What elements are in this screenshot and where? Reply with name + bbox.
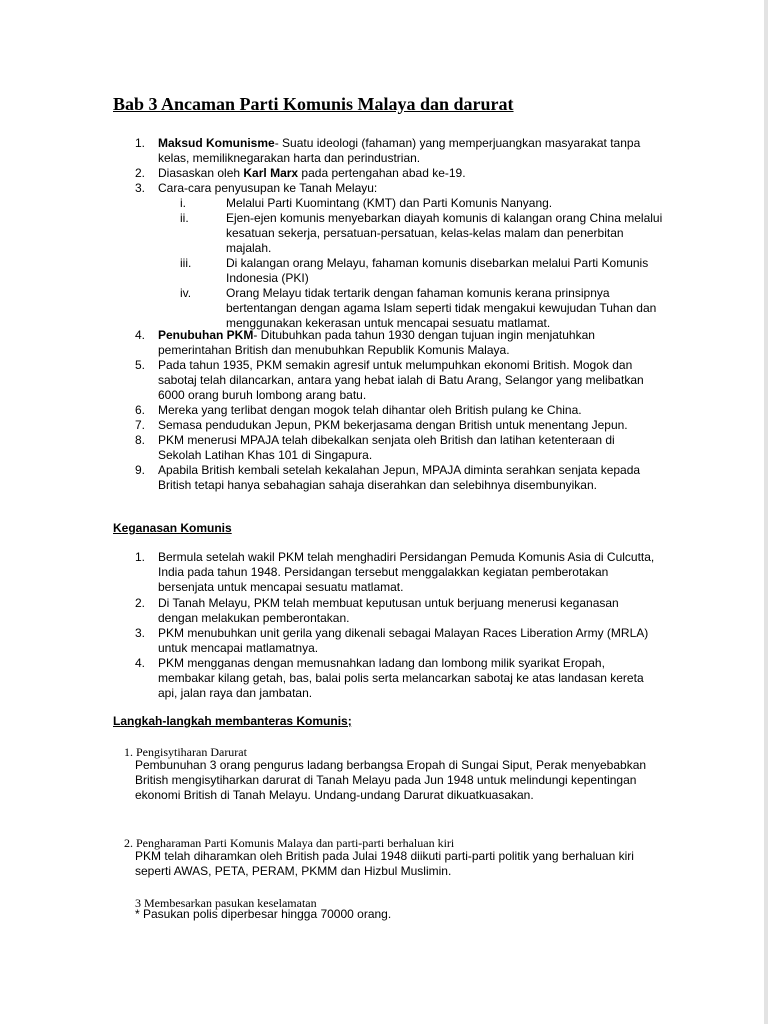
item-number: 1. <box>135 550 146 564</box>
item-text: Pada tahun 1935, PKM semakin agresif untuk melumpuhkan ekonomi British. Mogok dan sabotaj telah dilancarkan, antara yang hebat ialah di Batu Arang, Selangor yang melibatkan 6000 orang buruh lombong arang batu. <box>158 358 644 402</box>
item-text: Diasaskan oleh Karl Marx pada pertengahan abad ke-19. <box>158 166 466 180</box>
item-term: Karl Marx <box>243 166 299 180</box>
sub-text: Melalui Parti Kuomintang (KMT) dan Parti Komunis Nanyang. <box>226 196 553 210</box>
item-text: Di Tanah Melayu, PKM telah membuat keputusan untuk berjuang menerusi keganasan dengan melakukan pemberontakan. <box>158 596 619 625</box>
step-text: PKM telah diharamkan oleh British pada Julai 1948 diikuti parti-parti politik yang berhaluan kiri seperti AWAS, PETA, PERAM, PKMM dan Hizbul Muslimin. <box>135 849 634 878</box>
item-number: 5. <box>135 358 146 372</box>
sub-number: iv. <box>180 286 192 300</box>
item-text: PKM menerusi MPAJA telah dibekalkan senjata oleh British dan latihan ketenteraan di Sekolah Latihan Khas 101 di Singapura. <box>158 433 615 462</box>
section-heading-keganasan: Keganasan Komunis <box>113 521 232 535</box>
item-number: 9. <box>135 463 146 477</box>
item-number: 3. <box>135 626 146 640</box>
step-title: 2. Pengharaman Parti Komunis Malaya dan parti-parti berhaluan kiri <box>124 836 455 850</box>
item-number: 4. <box>135 656 146 670</box>
step-title: 1. Pengisytiharan Darurat <box>124 745 247 759</box>
item-number: 6. <box>135 403 146 417</box>
item-term: Maksud Komunisme <box>158 136 275 150</box>
section-heading-langkah: Langkah-langkah membanteras Komunis; <box>113 714 352 728</box>
item-number: 8. <box>135 433 146 447</box>
sub-text: Orang Melayu tidak tertarik dengan fahaman komunis kerana prinsipnya bertentangan dengan agama Islam seperti tidak mengakui kewujudan Tuhan dan menggunakan kekerasan untuk mencapai sesuatu matlamat. <box>226 286 657 330</box>
item-text: Cara-cara penyusupan ke Tanah Melayu: <box>158 181 378 195</box>
sub-text: Di kalangan orang Melayu, fahaman komunis disebarkan melalui Parti Komunis Indonesia (PKI) <box>226 256 649 285</box>
sub-number: i. <box>180 196 186 210</box>
page-title: Bab 3 Ancaman Parti Komunis Malaya dan darurat <box>113 94 514 114</box>
item-term: Penubuhan PKM <box>158 328 254 342</box>
item-number: 3. <box>135 181 146 195</box>
item-text: Penubuhan PKM- Ditubuhkan pada tahun 1930 dengan tujuan ingin menjatuhkan pemerintahan British dan menubuhkan Republik Komunis Malaya. <box>158 328 595 357</box>
page-edge <box>764 0 768 1024</box>
item-number: 2. <box>135 166 146 180</box>
sub-number: iii. <box>180 256 192 270</box>
item-text: Apabila British kembali setelah kekalahan Jepun, MPAJA diminta serahkan senjata kepada British tetapi hanya sebahagian sahaja diserahkan dan selebihnya disembunyikan. <box>158 463 641 492</box>
step-text: Pembunuhan 3 orang pengurus ladang berbangsa Eropah di Sungai Siput, Perak menyebabkan British mengisytiharkan darurat di Tanah Melayu pada Jun 1948 untuk melindungi kepentingan ekonomi British di Tanah Melayu. Undang-undang Darurat dikuatkuasakan. <box>135 758 647 802</box>
item-text: PKM menubuhkan unit gerila yang dikenali sebagai Malayan Races Liberation Army (MRLA) untuk mencapai matlamatnya. <box>158 626 649 655</box>
item-text: Maksud Komunisme- Suatu ideologi (fahaman) yang memperjuangkan masyarakat tanpa kelas, memiliknegarakan harta dan perindustrian. <box>158 136 641 165</box>
item-text: Semasa pendudukan Jepun, PKM bekerjasama dengan British untuk menentang Jepun. <box>158 418 628 432</box>
step-title: 3 Membesarkan pasukan keselamatan <box>135 896 317 910</box>
item-number: 4. <box>135 328 146 342</box>
step-text: * Pasukan polis diperbesar hingga 70000 orang. <box>135 907 392 921</box>
sub-number: ii. <box>180 211 189 225</box>
sub-text: Ejen-ejen komunis menyebarkan diayah komunis di kalangan orang China melalui kesatuan sekerja, persatuan-persatuan, kelas-kelas malam dan penerbitan majalah. <box>226 211 663 255</box>
item-number: 1. <box>135 136 146 150</box>
item-text: PKM mengganas dengan memusnahkan ladang dan lombong milik syarikat Eropah, membakar kilang getah, bas, balai polis serta melancarkan sabotaj ke atas landasan kereta api, jalan raya dan jambatan. <box>158 656 644 700</box>
item-number: 7. <box>135 418 146 432</box>
item-text: Mereka yang terlibat dengan mogok telah dihantar oleh British pulang ke China. <box>158 403 582 417</box>
item-text: Bermula setelah wakil PKM telah menghadiri Persidangan Pemuda Komunis Asia di Culcutta, India pada tahun 1948. Persidangan tersebut menggalakkan kegiatan pemberotakan bersenjata untuk mencapai sesuatu matlamat. <box>158 550 655 594</box>
item-number: 2. <box>135 596 146 610</box>
